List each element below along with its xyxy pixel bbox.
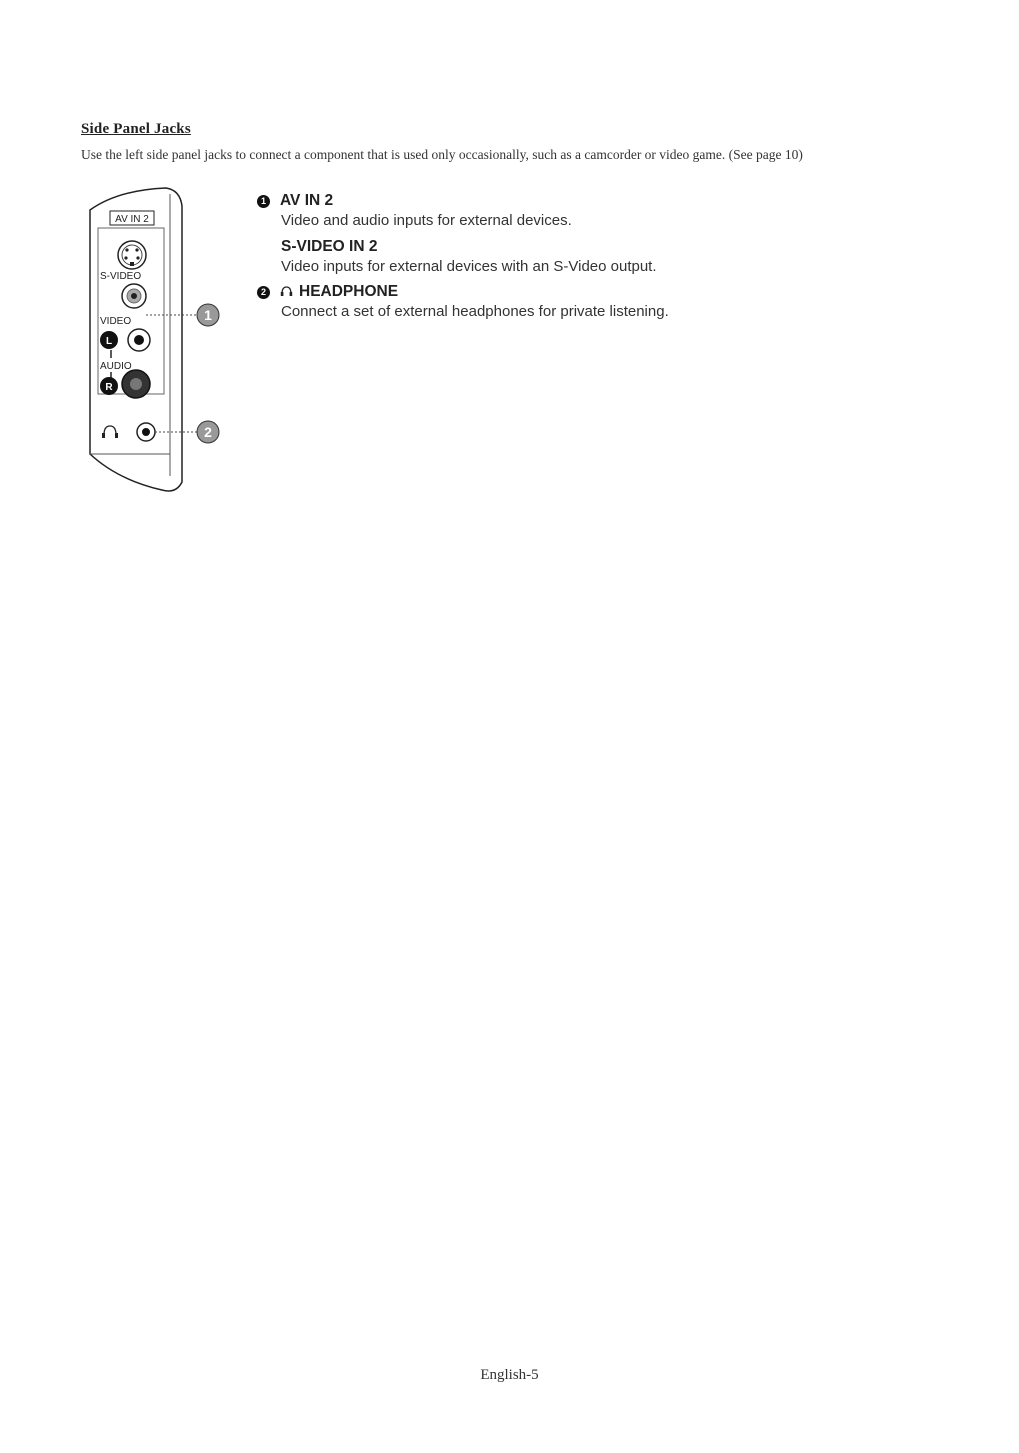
- panel-label: AV IN 2: [115, 214, 149, 225]
- item-description: Video and audio inputs for external devices.: [281, 212, 572, 229]
- left-badge: L: [105, 336, 113, 347]
- side-panel-diagram: [78, 178, 238, 498]
- svg-text:1: 1: [204, 307, 212, 323]
- right-badge: R: [105, 382, 113, 393]
- video-jack: [122, 284, 146, 308]
- callout-1: [197, 304, 219, 326]
- item-description: Connect a set of external headphones for private listening.: [281, 303, 669, 320]
- intro-text: Use the left side panel jacks to connect a component that is used only occasionally, such as a camcorder or video game. (See page 10): [81, 147, 803, 162]
- svideo-label: S-VIDEO: [100, 271, 142, 282]
- number-badge-1: 1: [257, 195, 270, 208]
- svg-text:2: 2: [204, 424, 212, 440]
- headphone-icon: [280, 285, 293, 300]
- item-title: AV IN 2: [280, 192, 334, 209]
- item-subdescription: Video inputs for external devices with an S-Video output.: [281, 258, 657, 275]
- number-badge-2: 2: [257, 286, 270, 299]
- section-title: Side Panel Jacks: [81, 121, 191, 137]
- svideo-jack: [118, 241, 146, 269]
- callout-2: [197, 421, 219, 443]
- item-av-in-2: [257, 192, 957, 276]
- item-subtitle: S-VIDEO IN 2: [281, 238, 378, 255]
- item-headphone: [257, 283, 957, 321]
- audio-label: AUDIO: [100, 361, 132, 372]
- page-footer: English-5: [480, 1367, 539, 1383]
- video-label: VIDEO: [100, 316, 132, 327]
- item-title: HEADPHONE: [299, 283, 399, 300]
- item-list: [257, 192, 957, 321]
